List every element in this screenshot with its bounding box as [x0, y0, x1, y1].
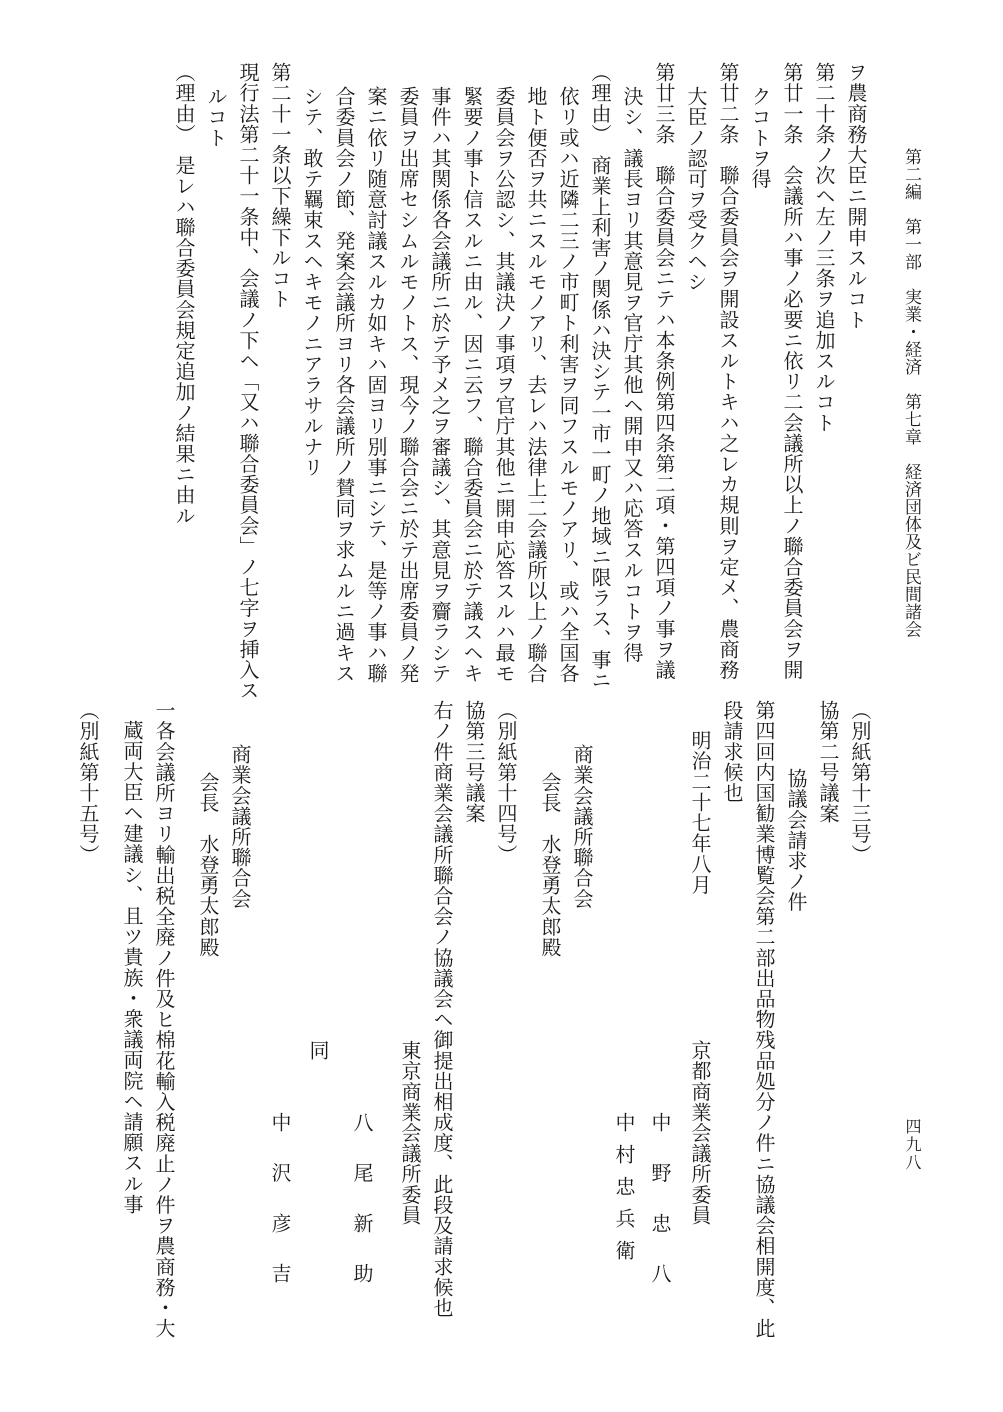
- text-line: 決シ、議長ヨリ其意見ヲ官庁其他ヘ開申又ハ応答スルコトヲ得: [620, 86, 644, 663]
- proposal-title-3: 協第三号議案: [462, 700, 486, 824]
- text-line: 現行法第二十一条中、会議ノ下ヘ「又ハ聯合委員会」ノ七字ヲ挿入ス: [236, 62, 260, 701]
- page-number: 四九八: [903, 1118, 922, 1172]
- text-line: 右ノ件商業会議所聯合会ノ協議会ヘ御提出相成度、此段及請求候也: [430, 700, 454, 1318]
- text-line: 一各会議所ヨリ輸出税全廃ノ件及ヒ棉花輸入税廃止ノ件ヲ農商務・大: [152, 700, 176, 1339]
- proposal-title-2: 協第二号議案: [816, 700, 840, 824]
- sender-name: 中 野 忠 八: [648, 1112, 672, 1296]
- text-line: 合委員会ノ節、発案会議所ヨリ各会議所ノ賛同ヲ求ムルニ過キス: [332, 86, 356, 684]
- sender-organization: 京都商業会議所委員: [688, 1040, 712, 1226]
- sender-same: 同: [306, 1040, 330, 1061]
- text-line: 第廿二条 聯合委員会ヲ開設スルトキハ之レカ規則ヲ定メ、農商務: [716, 62, 740, 680]
- text-line: 事件ハ其関係各会議所ニ於テ予メ之ヲ審議シ、其意見ヲ齎ラシテ: [428, 86, 452, 684]
- addressee-name: 会長 水登勇太郎殿: [196, 772, 220, 958]
- addressee-organization: 商業会議所聯合会: [228, 744, 252, 909]
- text-line: シテ、敢テ羈束スヘキモノニアラサルナリ: [300, 86, 324, 478]
- text-line: 第廿一条 会議所ハ事ノ必要ニ依リ二会議所以上ノ聯合委員会ヲ開: [780, 62, 804, 680]
- addressee-name: 会長 水登勇太郎殿: [538, 772, 562, 958]
- text-line: 委員会ヲ公認シ、其議決ノ事項ヲ官庁其他ニ開申応答スルハ最モ: [492, 86, 516, 684]
- sender-name: 八 尾 新 助: [350, 1112, 374, 1296]
- text-line: 緊要ノ事ト信スルニ由ル、因ニ云フ、聯合委員会ニ於テ議スヘキ: [460, 86, 484, 684]
- text-line: 大臣ノ認可ヲ受クヘシ: [684, 86, 708, 292]
- appendix-label-15: （別紙第十五号）: [76, 700, 100, 865]
- text-line: ヲ農商務大臣ニ開申スルコト: [844, 62, 868, 330]
- proposal-subject: 協議会請求ノ件: [784, 768, 808, 913]
- running-title: 第二編 第一部 実業・経済 第七章 経済団体及ビ民間諸会: [901, 148, 921, 638]
- text-line: 第二十一条以下繰下ルコト: [268, 62, 292, 310]
- sender-name: 中村忠兵衛: [612, 1112, 636, 1272]
- appendix-label-13: （別紙第十三号）: [848, 700, 872, 865]
- text-line: ルコト: [204, 86, 228, 148]
- text-line: （理由） 是レハ聯合委員会規定追加ノ結果ニ由ル: [172, 62, 196, 526]
- text-line: 第二十条ノ次ヘ左ノ三条ヲ追加スルコト: [812, 62, 836, 433]
- text-line: 地ト便否ヲ共ニスルモノアリ、去レハ法律上二会議所以上ノ聯合: [524, 86, 548, 684]
- text-line: 委員ヲ出席セシムルモノトス、現今ノ聯合会ニ於テ出席委員ノ発: [396, 86, 420, 684]
- text-line: 段請求候也: [720, 700, 744, 803]
- text-line: 第廿三条 聯合委員会ニテハ本条例第四条第二項・第四項ノ事ヲ議: [652, 62, 676, 680]
- date-line: 明治二十七年八月: [688, 730, 712, 895]
- text-line: 案ニ依リ随意討議スルカ如キハ固ヨリ別事ニシテ、是等ノ事ハ聯: [364, 86, 388, 684]
- appendix-label-14: （別紙第十四号）: [494, 700, 518, 865]
- text-line: クコトヲ得: [748, 86, 772, 189]
- addressee-organization: 商業会議所聯合会: [570, 744, 594, 909]
- text-line: （理由） 商業上利害ノ関係ハ決シテ一市一町ノ地域ニ限ラス、事ニ: [588, 62, 612, 691]
- text-line: 依リ或ハ近隣二三ノ市町ト利害ヲ同フスルモノアリ、或ハ全国各: [556, 86, 580, 684]
- sender-organization: 東京商業会議所委員: [398, 1040, 422, 1226]
- sender-name: 中 沢 彦 吉: [268, 1112, 292, 1296]
- text-line: 第四回内国勧業博覧会第二部出品物残品処分ノ件ニ協議会相開度、此: [752, 700, 776, 1339]
- text-line: 蔵両大臣ヘ建議シ、且ツ貴族・衆議両院ヘ請願スル事: [120, 720, 144, 1215]
